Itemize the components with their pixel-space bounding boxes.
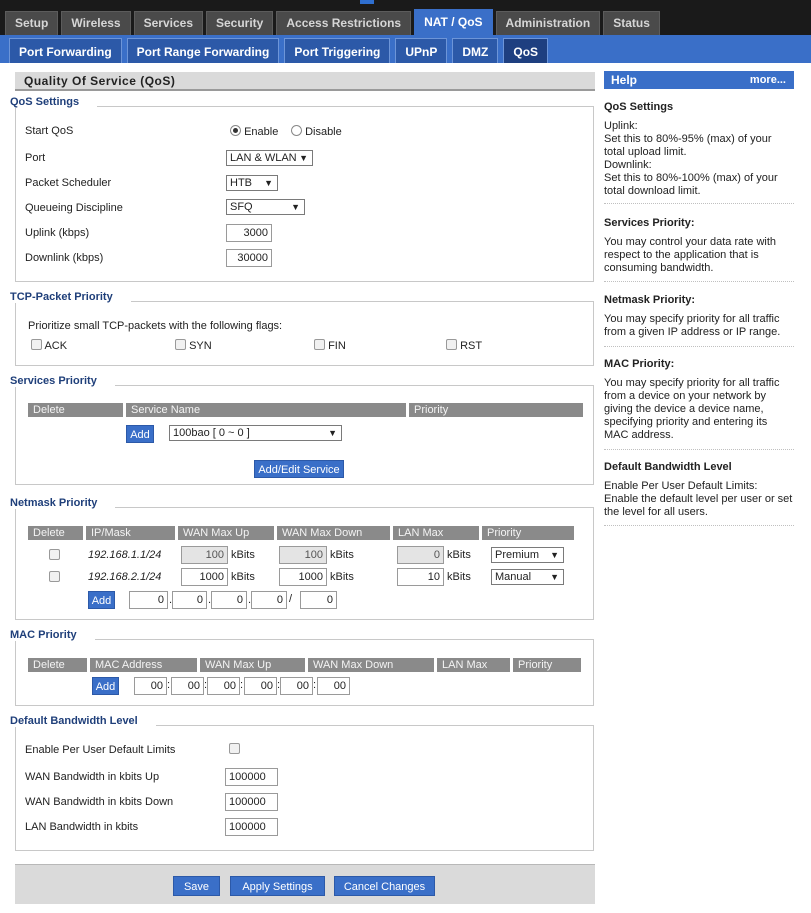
services-priority-legend: Services Priority xyxy=(9,375,115,387)
netmask-col-ip-mask: IP/Mask xyxy=(86,526,175,540)
qos-settings-legend: QoS Settings xyxy=(9,96,97,108)
ip-dot: . xyxy=(169,594,173,606)
scheduler-select-value: HTB xyxy=(230,177,252,189)
help-header xyxy=(604,71,794,89)
netmask-priority-legend: Netmask Priority xyxy=(9,497,115,509)
netmask-new-ip-octet3[interactable]: 0 xyxy=(211,591,247,609)
main-tabs xyxy=(5,9,663,35)
port-label: Port xyxy=(25,152,46,164)
mac-octet1-input[interactable]: 00 xyxy=(134,677,167,695)
help-qos-downlink-text: Set this to 80%-100% (max) of your total download limit. xyxy=(604,172,778,197)
mac-col-mac-address: MAC Address xyxy=(90,658,197,672)
rst-label: RST xyxy=(460,340,483,352)
mac-colon: : xyxy=(313,679,317,691)
tab-status[interactable]: Status xyxy=(603,11,660,35)
sub-tabs xyxy=(9,38,553,63)
lan-bandwidth-label: LAN Bandwidth in kbits xyxy=(25,821,139,833)
flag-syn xyxy=(175,339,212,352)
help-divider xyxy=(604,525,794,526)
disable-radio-group xyxy=(291,125,342,138)
help-mac-text: You may specify priority for all traffic from a device on your network by giving the device a device name, specifying priority and entering its MAC address. xyxy=(604,377,780,441)
help-mac-title: MAC Priority: xyxy=(604,358,675,370)
per-user-limits-checkbox[interactable] xyxy=(229,743,240,754)
downlink-input[interactable]: 30000 xyxy=(226,249,272,267)
port-select[interactable] xyxy=(226,150,313,166)
netmask-row1-ip: 192.168.1.1/24 xyxy=(88,549,162,561)
help-default-bandwidth-text2: Enable the default level per user or set the level for all users. xyxy=(604,493,793,518)
subtab-dmz[interactable]: DMZ xyxy=(452,38,498,63)
netmask-row1-up-input[interactable]: 100 xyxy=(181,546,228,564)
ack-label: ACK xyxy=(44,340,68,352)
queueing-select[interactable] xyxy=(226,199,305,215)
port-select-value: LAN & WLAN xyxy=(230,152,297,164)
subtab-qos[interactable]: QoS xyxy=(503,38,548,63)
enable-radio[interactable] xyxy=(230,125,241,136)
mac-octet4-input[interactable]: 00 xyxy=(244,677,277,695)
help-qos-title: QoS Settings xyxy=(604,101,674,113)
services-col-priority: Priority xyxy=(409,403,583,417)
wan-up-input[interactable]: 100000 xyxy=(225,768,278,786)
subtab-port-range-forwarding[interactable]: Port Range Forwarding xyxy=(127,38,280,63)
tab-wireless[interactable]: Wireless xyxy=(61,11,130,35)
save-button[interactable]: Save xyxy=(173,876,220,896)
netmask-row2-lan-unit: kBits xyxy=(447,571,471,583)
help-divider xyxy=(604,203,794,204)
fin-label: FIN xyxy=(328,340,346,352)
help-more-link[interactable]: more... xyxy=(749,74,786,86)
chevron-down-icon: ▼ xyxy=(299,153,308,163)
netmask-table-header xyxy=(28,526,577,540)
services-priority-section xyxy=(10,375,594,485)
scheduler-select[interactable] xyxy=(226,175,278,191)
page-title: Quality Of Service (QoS) xyxy=(15,72,595,91)
service-select-value: 100bao [ 0 ~ 0 ] xyxy=(173,427,250,439)
chevron-down-icon: ▼ xyxy=(291,202,300,212)
netmask-row2-up-unit: kBits xyxy=(231,571,255,583)
help-qos-uplink: Uplink: xyxy=(604,120,638,132)
help-default-bandwidth-text1: Enable Per User Default Limits: xyxy=(604,480,758,492)
help-services-text: You may control your data rate with respect to the application that is consuming bandwidth. xyxy=(604,236,777,274)
netmask-row2-ip: 192.168.2.1/24 xyxy=(88,571,162,583)
help-divider xyxy=(604,346,794,347)
netmask-row1-delete-checkbox[interactable] xyxy=(49,549,60,560)
netmask-add-button[interactable]: Add xyxy=(88,591,115,609)
wan-down-input[interactable]: 100000 xyxy=(225,793,278,811)
mac-octet3-input[interactable]: 00 xyxy=(207,677,240,695)
mac-priority-legend: MAC Priority xyxy=(9,629,95,641)
uplink-label: Uplink (kbps) xyxy=(25,227,90,239)
services-col-service-name: Service Name xyxy=(126,403,406,417)
services-col-delete: Delete xyxy=(28,403,123,417)
logo-strip xyxy=(0,0,420,6)
tab-security[interactable]: Security xyxy=(206,11,273,35)
subtab-port-triggering[interactable]: Port Triggering xyxy=(284,38,390,63)
netmask-row1-down-unit: kBits xyxy=(330,549,354,561)
chevron-down-icon: ▼ xyxy=(550,550,559,560)
start-qos-label: Start QoS xyxy=(25,125,74,137)
flag-ack xyxy=(31,339,67,352)
apply-settings-button[interactable]: Apply Settings xyxy=(230,876,325,896)
service-select[interactable] xyxy=(169,425,342,441)
netmask-col-wan-max-down: WAN Max Down xyxy=(277,526,390,540)
mac-col-wan-max-up: WAN Max Up xyxy=(200,658,305,672)
mac-colon: : xyxy=(277,679,281,691)
help-services-title: Services Priority: xyxy=(604,217,695,229)
chevron-down-icon: ▼ xyxy=(264,178,273,188)
netmask-col-lan-max: LAN Max xyxy=(393,526,479,540)
rst-checkbox[interactable] xyxy=(446,339,457,350)
netmask-row2-lan-input[interactable]: 10 xyxy=(397,568,444,586)
help-qos-downlink: Downlink: xyxy=(604,159,652,171)
netmask-col-delete: Delete xyxy=(28,526,83,540)
mac-octet6-input[interactable]: 00 xyxy=(317,677,350,695)
top-nav-bar xyxy=(0,0,811,35)
mac-table-header xyxy=(28,658,584,672)
tab-administration[interactable]: Administration xyxy=(496,11,601,35)
tab-nat-qos[interactable]: NAT / QoS xyxy=(414,9,492,35)
netmask-priority-section xyxy=(10,497,594,620)
help-title: Help xyxy=(611,73,638,87)
subtab-upnp[interactable]: UPnP xyxy=(395,38,447,63)
downlink-label: Downlink (kbps) xyxy=(25,252,104,264)
syn-checkbox[interactable] xyxy=(175,339,186,350)
default-bandwidth-legend: Default Bandwidth Level xyxy=(9,715,156,727)
flag-rst xyxy=(446,339,482,352)
queueing-label: Queueing Discipline xyxy=(25,202,123,214)
uplink-input[interactable]: 3000 xyxy=(226,224,272,242)
netmask-row1-priority-select[interactable] xyxy=(491,547,564,563)
mac-colon: : xyxy=(204,679,208,691)
mac-colon: : xyxy=(167,679,171,691)
footer-bar xyxy=(15,864,595,904)
wan-down-label: WAN Bandwidth in kbits Down xyxy=(25,796,174,808)
help-mac-section xyxy=(604,358,794,442)
disable-label: Disable xyxy=(305,126,342,138)
cancel-changes-button[interactable]: Cancel Changes xyxy=(334,876,435,896)
syn-label: SYN xyxy=(189,340,212,352)
qos-settings-section xyxy=(10,96,594,282)
netmask-row1-down-input[interactable]: 100 xyxy=(279,546,327,564)
netmask-col-wan-max-up: WAN Max Up xyxy=(178,526,274,540)
ip-dot: . xyxy=(248,594,252,606)
help-divider xyxy=(604,281,794,282)
tcp-priority-legend: TCP-Packet Priority xyxy=(9,291,131,303)
netmask-row2-delete-checkbox[interactable] xyxy=(49,571,60,582)
tab-setup[interactable]: Setup xyxy=(5,11,58,35)
disable-radio[interactable] xyxy=(291,125,302,136)
help-services-section xyxy=(604,217,794,275)
mac-col-priority: Priority xyxy=(513,658,581,672)
ip-dot: . xyxy=(208,594,212,606)
netmask-new-mask-input[interactable]: 0 xyxy=(300,591,337,609)
netmask-new-ip-octet1[interactable]: 0 xyxy=(129,591,168,609)
netmask-row2-priority-select[interactable] xyxy=(491,569,564,585)
services-add-button[interactable]: Add xyxy=(126,425,154,443)
mac-priority-section xyxy=(10,629,594,706)
chevron-down-icon: ▼ xyxy=(328,428,337,438)
flag-fin xyxy=(314,339,346,352)
tcp-priority-section xyxy=(10,291,594,366)
mac-octet2-input[interactable]: 00 xyxy=(171,677,204,695)
default-bandwidth-section xyxy=(10,715,594,851)
tab-services[interactable]: Services xyxy=(134,11,203,35)
netmask-new-ip-octet4[interactable]: 0 xyxy=(251,591,287,609)
sub-nav-bar xyxy=(0,35,811,63)
netmask-new-ip-octet2[interactable]: 0 xyxy=(172,591,207,609)
wan-up-label: WAN Bandwidth in kbits Up xyxy=(25,771,160,783)
help-netmask-section xyxy=(604,294,794,339)
help-qos-uplink-text: Set this to 80%-95% (max) of your total upload limit. xyxy=(604,133,772,158)
mac-add-button[interactable]: Add xyxy=(92,677,119,695)
lan-bandwidth-input[interactable]: 100000 xyxy=(225,818,278,836)
mac-col-wan-max-down: WAN Max Down xyxy=(308,658,434,672)
fin-checkbox[interactable] xyxy=(314,339,325,350)
subtab-port-forwarding[interactable]: Port Forwarding xyxy=(9,38,122,63)
help-qos-section xyxy=(604,101,794,198)
netmask-row1-lan-unit: kBits xyxy=(447,549,471,561)
chevron-down-icon: ▼ xyxy=(550,572,559,582)
netmask-row1-up-unit: kBits xyxy=(231,549,255,561)
add-edit-service-button[interactable]: Add/Edit Service xyxy=(254,460,344,478)
mac-col-lan-max: LAN Max xyxy=(437,658,510,672)
help-panel xyxy=(604,71,794,518)
services-table-header xyxy=(28,403,586,417)
help-divider xyxy=(604,449,794,450)
netmask-row2-down-unit: kBits xyxy=(330,571,354,583)
tab-access-restrictions[interactable]: Access Restrictions xyxy=(276,11,411,35)
enable-label: Enable xyxy=(244,126,279,138)
netmask-row1-lan-input[interactable]: 0 xyxy=(397,546,444,564)
per-user-limits-label: Enable Per User Default Limits xyxy=(25,744,176,756)
tcp-priority-description: Prioritize small TCP-packets with the following flags: xyxy=(28,320,283,332)
netmask-col-priority: Priority xyxy=(482,526,574,540)
ack-checkbox[interactable] xyxy=(31,339,42,350)
help-default-bandwidth-section xyxy=(604,461,794,519)
logo-accent-icon xyxy=(360,0,374,4)
help-default-bandwidth-title: Default Bandwidth Level xyxy=(604,461,732,473)
enable-radio-group xyxy=(230,125,278,138)
help-netmask-text: You may specify priority for all traffic from a given IP address or IP range. xyxy=(604,313,781,338)
mac-octet5-input[interactable]: 00 xyxy=(280,677,313,695)
help-netmask-title: Netmask Priority: xyxy=(604,294,696,306)
mask-slash: / xyxy=(289,593,293,605)
netmask-row2-priority-value: Manual xyxy=(495,571,532,583)
netmask-row1-priority-value: Premium xyxy=(495,549,540,561)
mac-colon: : xyxy=(240,679,244,691)
mac-col-delete: Delete xyxy=(28,658,87,672)
netmask-row2-up-input[interactable]: 1000 xyxy=(181,568,228,586)
netmask-row2-down-input[interactable]: 1000 xyxy=(279,568,327,586)
scheduler-label: Packet Scheduler xyxy=(25,177,112,189)
queueing-select-value: SFQ xyxy=(230,201,253,213)
